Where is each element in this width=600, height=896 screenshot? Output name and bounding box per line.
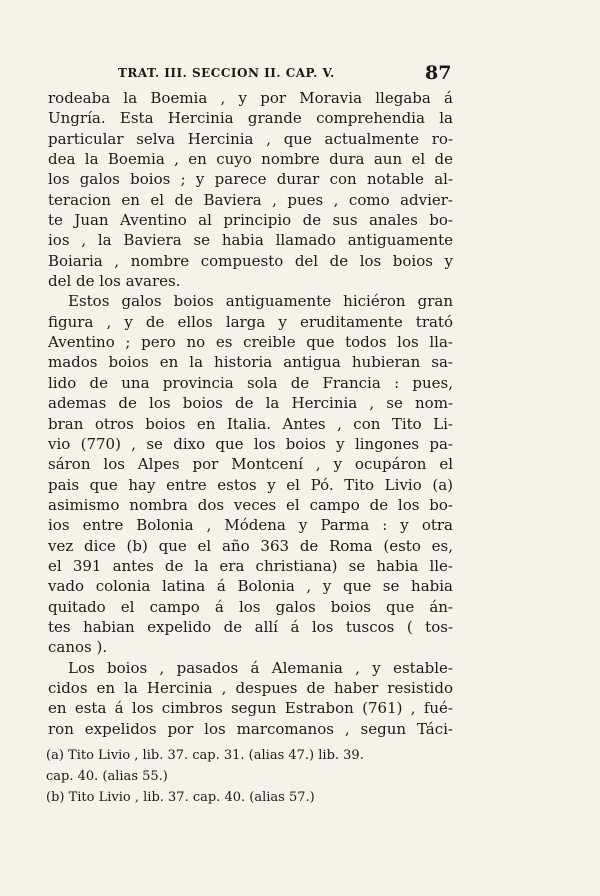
- page-header: [0, 62, 600, 86]
- footnote-a: (a) Tito Livio , lib. 37. cap. 31. (alias 47.) lib. 39.: [46, 748, 364, 763]
- text-line: Los boios , pasados á Alemania , y estable-: [68, 658, 453, 677]
- text-line: teracion en el de Baviera , pues , como advier-: [48, 190, 453, 209]
- text-line: tes habian expelido de allí á los tuscos ( tos-: [48, 617, 453, 636]
- footnote-a-continued: cap. 40. (alias 55.): [46, 769, 168, 784]
- text-line: en esta á los cimbros segun Estrabon (761) , fué-: [48, 699, 453, 718]
- text-line: Boiaria , nombre compuesto del de los boios y: [48, 251, 453, 270]
- text-line: Ungría. Esta Hercinia grande comprehendia la: [48, 109, 453, 128]
- footnotes: [46, 745, 456, 808]
- text-line: cidos en la Hercinia , despues de haber resistido: [48, 678, 453, 697]
- text-line: ademas de los boios de la Hercinia , se nom-: [48, 394, 453, 413]
- text-line: te Juan Aventino al principio de sus anales bo-: [48, 211, 453, 230]
- text-line: figura , y de ellos larga y eruditamente trató: [48, 312, 453, 331]
- text-line: ios entre Bolonia , Módena y Parma : y otra: [48, 516, 453, 535]
- text-line: canos ).: [48, 638, 108, 657]
- running-head: TRAT. III. SECCION II. CAP. V.: [118, 66, 335, 80]
- text-line: asimismo nombra dos veces el campo de los bo-: [48, 495, 453, 514]
- text-line: lido de una provincia sola de Francia : pues,: [48, 373, 453, 392]
- text-line: vez dice (b) que el año 363 de Roma (esto es,: [48, 536, 453, 555]
- text-line: pais que hay entre estos y el Pó. Tito Livio (a): [48, 475, 453, 494]
- text-line: vado colonia latina á Bolonia , y que se habia: [48, 577, 453, 596]
- text-line: bran otros boios en Italia. Antes , con Tito Li-: [48, 414, 453, 433]
- text-line: Aventino ; pero no es creible que todos los lla-: [48, 333, 453, 352]
- text-line: sáron los Alpes por Montcení , y ocupáron el: [48, 455, 453, 474]
- text-line: del de los avares.: [48, 272, 181, 291]
- text-line: vio (770) , se dixo que los boios y lingones pa-: [48, 434, 453, 453]
- text-line: el 391 antes de la era christiana) se habia lle-: [48, 556, 453, 575]
- text-line: rodeaba la Boemia , y por Moravia llegaba á: [48, 89, 453, 107]
- text-line: ios , la Baviera se habia llamado antiguamente: [48, 231, 453, 250]
- page-number: 87: [425, 62, 452, 84]
- text-line: Estos galos boios antiguamente hiciéron gran: [68, 292, 453, 311]
- text-line: los galos boios ; y parece durar con notable al-: [48, 170, 453, 189]
- footnote-b: (b) Tito Livio , lib. 37. cap. 40. (alias 57.): [46, 790, 315, 805]
- body-text: [48, 88, 453, 739]
- text-line: quitado el campo á los galos boios que án-: [48, 597, 453, 616]
- text-line: particular selva Hercinia , que actualmente ro-: [48, 129, 453, 148]
- text-line: ron expelidos por los marcomanos , segun Táci-: [48, 719, 453, 738]
- text-line: mados boios en la historia antigua hubieran sa-: [48, 353, 453, 372]
- text-line: dea la Boemia , en cuyo nombre dura aun el de: [48, 150, 453, 169]
